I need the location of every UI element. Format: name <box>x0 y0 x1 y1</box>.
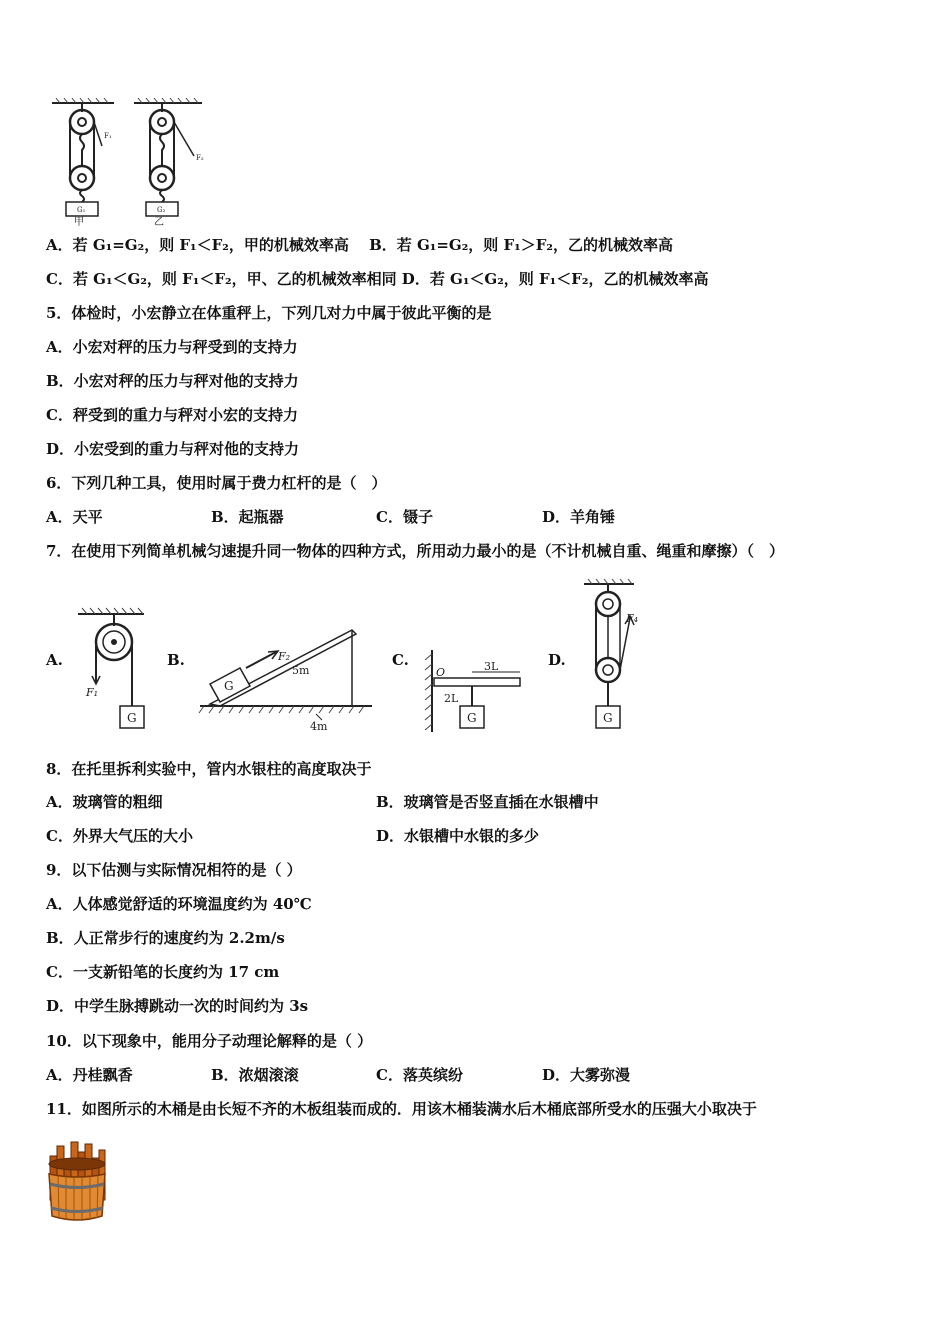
q6-stem: 6．下列几种工具，使用时属于费力杠杆的是（ ） <box>46 474 387 492</box>
q7c-g-label: G <box>467 711 477 725</box>
q8-option-a: A．玻璃管的粗细 <box>46 793 163 811</box>
q9-option-d: D．中学生脉搏跳动一次的时间约为 3s <box>46 997 309 1015</box>
q9-option-a: A．人体感觉舒适的环境温度约为 40℃ <box>46 895 312 913</box>
q7b-g-label: G <box>224 679 234 693</box>
q7-option-a: A. <box>46 651 63 669</box>
q4-g1-label: G₁ <box>77 206 86 214</box>
q7b-5m-label: 5m <box>292 664 310 677</box>
q7-figure-b <box>196 622 376 734</box>
q7-figure-d <box>574 578 654 738</box>
q5-option-c: C．秤受到的重力与秤对小宏的支持力 <box>46 406 298 424</box>
q8-option-d: D．水银槽中水银的多少 <box>376 827 540 845</box>
q11-bucket-figure <box>44 1140 110 1224</box>
q10-option-c: C．落英缤纷 <box>376 1066 463 1084</box>
q4-options-line2: C．若 G₁＜G₂，则 F₁＜F₂，甲、乙的机械效率相同 D．若 G₁＜G₂，则 F₁＜F₂，乙的机械效率高 <box>46 270 709 288</box>
q6-option-a: A．天平 <box>46 508 103 526</box>
q11-stem: 11．如图所示的木桶是由长短不齐的木板组装而成的．用该木桶装满水后木桶底部所受水的压强大小取决于 <box>46 1100 757 1118</box>
q8-stem: 8．在托里拆利实验中，管内水银柱的高度取决于 <box>46 760 372 778</box>
q7-figure-c <box>420 644 530 736</box>
q10-stem: 10．以下现象中，能用分子动理论解释的是（ ） <box>46 1032 373 1050</box>
q7-option-c: C. <box>392 651 409 669</box>
q5-option-d: D．小宏受到的重力与秤对他的支持力 <box>46 440 300 458</box>
q7d-f4-label: F₄ <box>626 612 639 625</box>
q6-option-c: C．镊子 <box>376 508 433 526</box>
q5-option-b: B．小宏对秤的压力与秤对他的支持力 <box>46 372 299 390</box>
q5-stem: 5．体检时，小宏静立在体重秤上，下列几对力中属于彼此平衡的是 <box>46 304 492 322</box>
q7c-3l-label: 3L <box>484 660 499 673</box>
q10-option-b: B．浓烟滚滚 <box>211 1066 299 1084</box>
q4-label-left: 甲 <box>74 217 84 226</box>
q6-option-b: B．起瓶器 <box>211 508 284 526</box>
q7-stem: 7．在使用下列简单机械匀速提升同一物体的四种方式，所用动力最小的是（不计机械自重、绳重和摩擦）（ ） <box>46 542 784 560</box>
q8-option-b: B．玻璃管是否竖直插在水银槽中 <box>376 793 599 811</box>
q5-option-a: A．小宏对秤的压力与秤受到的支持力 <box>46 338 298 356</box>
q10-option-d: D．大雾弥漫 <box>542 1066 631 1084</box>
q7b-f2-label: F₂ <box>278 650 291 663</box>
q7a-f1-label: F₁ <box>86 686 99 699</box>
q9-option-c: C．一支新铅笔的长度约为 17 cm <box>46 963 280 981</box>
q7-option-d: D. <box>548 651 566 669</box>
q10-option-a: A．丹桂飘香 <box>46 1066 133 1084</box>
q9-stem: 9．以下估测与实际情况相符的是（ ） <box>46 861 302 879</box>
q7b-4m-label: 4m <box>310 720 328 733</box>
q9-option-b: B．人正常步行的速度约为 2.2m/s <box>46 929 285 947</box>
q4-options-line1: A．若 G₁=G₂，则 F₁＜F₂，甲的机械效率高 B．若 G₁=G₂，则 F₁＞F₂，乙的机械效率高 <box>46 236 673 254</box>
q8-option-c: C．外界大气压的大小 <box>46 827 193 845</box>
q7-option-b: B. <box>167 651 185 669</box>
q7d-g-label: G <box>603 711 613 725</box>
q7c-2l-label: 2L <box>444 692 459 705</box>
q4-pulley-figure <box>44 96 224 226</box>
q4-f1-label: F₁ <box>104 132 112 140</box>
q4-f2-label: F₂ <box>196 154 204 162</box>
q4-g2-label: G₂ <box>157 206 166 214</box>
q6-option-d: D．羊角锤 <box>542 508 616 526</box>
q7a-g-label: G <box>127 711 137 725</box>
q7-figure-a <box>72 600 152 738</box>
q4-label-right: 乙 <box>154 217 164 226</box>
q7c-o-label: O <box>436 666 446 679</box>
